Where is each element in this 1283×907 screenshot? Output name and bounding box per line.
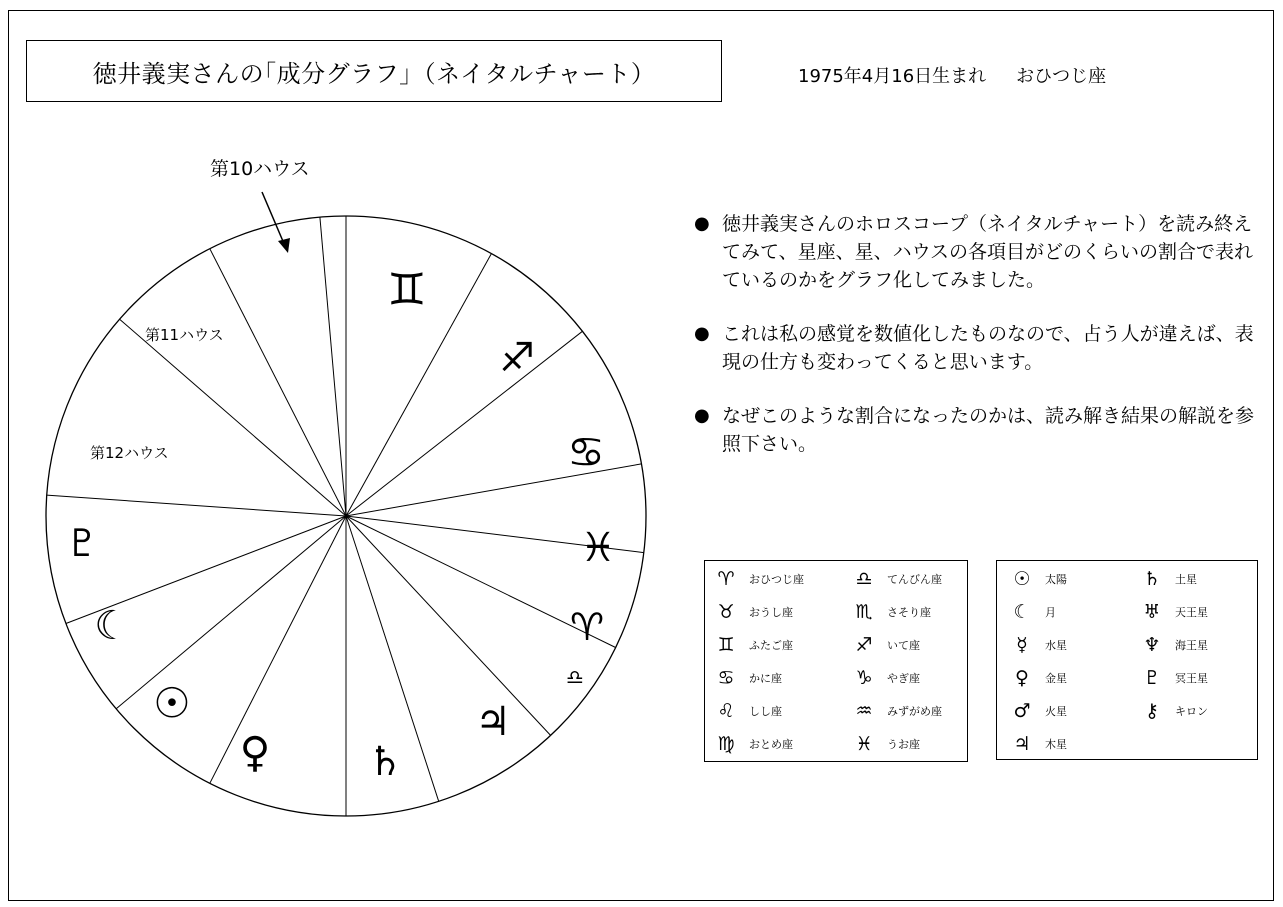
wheel-segment-glyph-icon: ☾ <box>94 603 130 649</box>
cancer-icon: ♋ <box>717 667 735 689</box>
page-title-text: 徳井義実さんの｢成分グラフ｣（ネイタルチャート） <box>92 59 656 88</box>
chiron-icon: ⚷ <box>1145 700 1159 722</box>
wheel-segment-glyph-icon: ♄ <box>367 739 403 785</box>
legend-neptune <box>1137 633 1208 657</box>
jupiter-icon: ♃ <box>1013 733 1031 755</box>
legend-saturn <box>1137 567 1197 591</box>
legend-label: 金星 <box>1045 672 1067 685</box>
sun-icon: ☉ <box>1013 568 1031 590</box>
notes-list <box>694 210 1264 484</box>
birth-date: 1975年4月16日生まれ <box>798 66 987 87</box>
moon-icon: ☾ <box>1013 601 1031 623</box>
legend-jupiter <box>1007 732 1067 756</box>
pisces-icon: ♓ <box>855 733 873 755</box>
legend-label: みずがめ座 <box>887 705 942 718</box>
note-text: 徳井義実さんのホロスコープ（ネイタルチャート）を読み終えてみて、星座、星、ハウスの各項目がどのくらいの割合で表れているのかをグラフ化してみました。 <box>722 213 1254 291</box>
gemini-icon: ♊ <box>717 634 735 656</box>
legend-label: おとめ座 <box>749 738 793 751</box>
wheel-segment-glyph-icon: ♈ <box>569 605 605 649</box>
legend-label: やぎ座 <box>887 672 920 685</box>
wheel-divider-line <box>120 319 346 516</box>
legend-leo <box>711 699 782 723</box>
wheel-divider-line <box>116 516 346 709</box>
neptune-icon: ♆ <box>1143 634 1161 656</box>
saturn-icon: ♄ <box>1143 568 1161 590</box>
legend-label: うお座 <box>887 738 920 751</box>
wheel-divider-line <box>346 331 582 516</box>
legend-uranus <box>1137 600 1208 624</box>
legend-label: てんびん座 <box>887 573 942 586</box>
wheel-segment-glyph-icon: ♎ <box>566 665 584 689</box>
legend-label: 冥王星 <box>1175 672 1208 685</box>
legend-capricorn <box>849 666 920 690</box>
legend-cancer <box>711 666 782 690</box>
legend-virgo <box>711 732 793 756</box>
sign-legend <box>704 560 968 762</box>
note-item <box>694 320 1264 376</box>
legend-label: さそり座 <box>887 606 931 619</box>
mars-icon: ♂ <box>1013 700 1031 722</box>
legend-pisces <box>849 732 920 756</box>
legend-label: 海王星 <box>1175 639 1208 652</box>
planet-legend <box>996 560 1258 760</box>
legend-label: 土星 <box>1175 573 1197 586</box>
legend-label: おうし座 <box>749 606 793 619</box>
legend-label: 天王星 <box>1175 606 1208 619</box>
legend-libra <box>849 567 942 591</box>
legend-label: ふたご座 <box>749 639 793 652</box>
scorpio-icon: ♏ <box>855 601 873 623</box>
uranus-icon: ♅ <box>1143 601 1161 623</box>
wheel-segment-glyph-icon: ♊ <box>387 264 427 316</box>
wheel-divider-line <box>47 495 346 516</box>
house10-arrow-head <box>278 238 290 253</box>
aquarius-icon: ♒ <box>855 700 873 722</box>
wheel-segment-glyph-icon: ♓ <box>580 525 616 571</box>
legend-scorpio <box>849 600 931 624</box>
libra-icon: ♎ <box>855 568 873 590</box>
wheel-segment-glyph-icon: ♐ <box>499 335 535 381</box>
legend-label: いて座 <box>887 639 920 652</box>
wheel-divider-line <box>210 516 346 783</box>
wheel-segment-glyph-icon: ♇ <box>64 521 100 565</box>
capricorn-icon: ♑ <box>855 667 873 689</box>
legend-label: キロン <box>1175 705 1208 718</box>
virgo-icon: ♍ <box>717 733 735 755</box>
legend-moon <box>1007 600 1056 624</box>
legend-venus <box>1007 666 1067 690</box>
legend-label: おひつじ座 <box>749 573 804 586</box>
wheel-segment-glyph-icon: ♃ <box>475 699 511 745</box>
bullet-icon: ● <box>694 213 710 234</box>
wheel-dividers <box>47 216 644 816</box>
legend-label: 水星 <box>1045 639 1067 652</box>
legend-aquarius <box>849 699 942 723</box>
legend-label: 火星 <box>1045 705 1067 718</box>
legend-chiron <box>1137 699 1208 723</box>
bullet-icon: ● <box>694 323 710 344</box>
wheel-divider-line <box>346 516 551 735</box>
note-item <box>694 210 1264 294</box>
legend-label: しし座 <box>749 705 782 718</box>
legend-aries <box>711 567 804 591</box>
bullet-icon: ● <box>694 405 710 426</box>
legend-mercury <box>1007 633 1067 657</box>
taurus-icon: ♉ <box>717 601 735 623</box>
house11-label: 第11ハウス <box>145 326 224 344</box>
house10-label: 第10ハウス <box>210 158 310 180</box>
legend-label: 太陽 <box>1045 573 1067 586</box>
wheel-segment-glyph-icon: ☉ <box>153 678 191 728</box>
leo-icon: ♌ <box>717 700 735 722</box>
legend-label: かに座 <box>749 672 782 685</box>
legend-label: 木星 <box>1045 738 1067 751</box>
sagittarius-icon: ♐ <box>855 634 873 656</box>
note-item <box>694 402 1264 458</box>
note-text: なぜこのような割合になったのかは、読み解き結果の解説を参照下さい。 <box>722 405 1255 455</box>
legend-label: 月 <box>1045 606 1056 619</box>
pluto-icon: ♇ <box>1143 667 1161 689</box>
house10-arrow-line <box>262 192 285 246</box>
mercury-icon: ☿ <box>1016 634 1028 656</box>
house12-label: 第12ハウス <box>90 444 169 462</box>
wheel-segment-glyph-icon: ♀ <box>239 727 271 777</box>
legend-mars <box>1007 699 1067 723</box>
note-text: これは私の感覚を数値化したものなので、占う人が違えば、表現の仕方も変わってくると思います。 <box>722 323 1254 373</box>
legend-gemini <box>711 633 793 657</box>
legend-sagittarius <box>849 633 920 657</box>
aries-icon: ♈ <box>717 568 735 590</box>
legend-taurus <box>711 600 793 624</box>
legend-sun <box>1007 567 1067 591</box>
wheel-divider-line <box>210 249 346 516</box>
legend-pluto <box>1137 666 1208 690</box>
venus-icon: ♀ <box>1015 667 1029 689</box>
wheel-segment-glyph-icon: ♋ <box>567 427 605 477</box>
wheel-divider-line <box>320 217 346 516</box>
sun-sign: おひつじ座 <box>1016 66 1107 87</box>
